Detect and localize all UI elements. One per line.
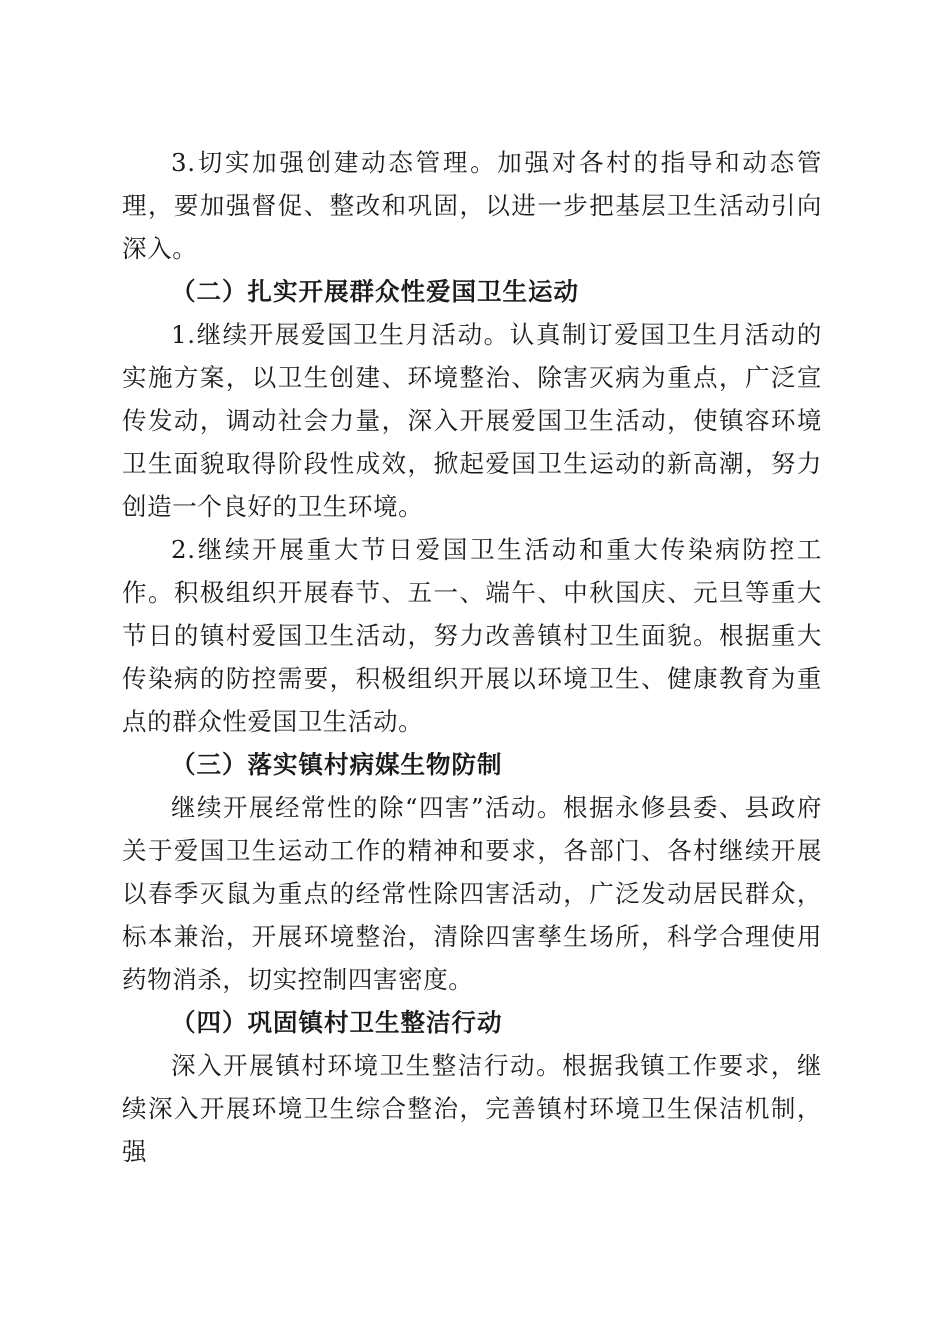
paragraph-environment-cleanup: 深入开展镇村环境卫生整洁行动。根据我镇工作要求，继续深入开展环境卫生综合整治，完善镇村环境卫生保洁机制，强: [122, 1051, 822, 1166]
section-heading-cleanliness-action: （四）巩固镇村卫生整洁行动: [171, 1008, 503, 1037]
document-body: [122, 141, 822, 1173]
section-heading-patriotic-health-campaign: （二）扎实开展群众性爱国卫生运动: [171, 277, 579, 306]
section-heading-vector-control: （三）落实镇村病媒生物防制: [171, 750, 503, 779]
paragraph-dynamic-management: 3.切实加强创建动态管理。加强对各村的指导和动态管理，要加强督促、整改和巩固，以进一步把基层卫生活动引向深入。: [122, 148, 822, 263]
paragraph-holidays-disease-control: 2.继续开展重大节日爱国卫生活动和重大传染病防控工作。积极组织开展春节、五一、端午、中秋国庆、元旦等重大节日的镇村爱国卫生活动，努力改善镇村卫生面貌。根据重大传染病的防控需要，积极组织开展以环境卫生、健康教育为重点的群众性爱国卫生活动。: [122, 535, 822, 736]
paragraph-four-pests: 继续开展经常性的除“四害”活动。根据永修县委、县政府关于爱国卫生运动工作的精神和要求，各部门、各村继续开展以春季灭鼠为重点的经常性除四害活动，广泛发动居民群众，标本兼治，开展环境整治，清除四害孳生场所，科学合理使用药物消杀，切实控制四害密度。: [122, 793, 822, 994]
paragraph-health-month: 1.继续开展爱国卫生月活动。认真制订爱国卫生月活动的实施方案，以卫生创建、环境整治、除害灭病为重点，广泛宣传发动，调动社会力量，深入开展爱国卫生活动，使镇容环境卫生面貌取得阶段性成效，掀起爱国卫生运动的新高潮，努力创造一个良好的卫生环境。: [122, 320, 822, 521]
